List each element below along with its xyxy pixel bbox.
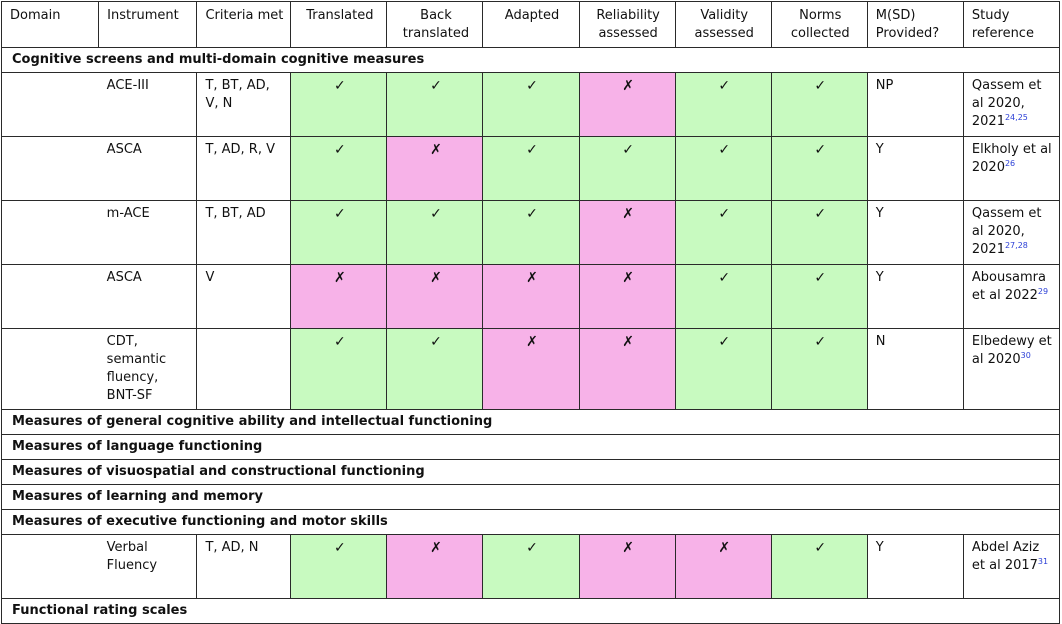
section-row	[2, 485, 1060, 510]
section-title: Measures of visuospatial and constructional functioning	[2, 460, 1060, 485]
check-icon: ✓	[430, 78, 442, 94]
adapted-cell	[483, 137, 579, 201]
criteria-cell: T, BT, AD	[197, 201, 291, 265]
reference-text: Qassem et al 2020, 2021	[971, 206, 1042, 257]
reliability-cell	[579, 329, 675, 410]
cross-icon: ✗	[430, 540, 442, 556]
cross-icon: ✗	[622, 78, 634, 94]
translated-cell	[291, 535, 387, 599]
domain-cell	[2, 535, 99, 599]
section-row	[2, 599, 1060, 624]
msd-cell: Y	[867, 137, 963, 201]
cross-icon: ✗	[718, 540, 731, 556]
check-icon: ✓	[814, 334, 827, 350]
instrument-cell: ACE-III	[99, 73, 197, 137]
reference-cell	[963, 73, 1059, 137]
instrument-cell: Verbal Fluency	[99, 535, 197, 599]
translated-cell	[291, 201, 387, 265]
citation-link[interactable]: 24,25	[1004, 113, 1028, 122]
criteria-cell: T, BT, AD, V, N	[197, 73, 291, 137]
section-title: Measures of executive functioning and motor skills	[2, 510, 1060, 535]
validity-cell	[675, 329, 771, 410]
norms-cell	[771, 535, 867, 599]
reliability-cell	[579, 73, 675, 137]
check-icon: ✓	[814, 270, 827, 286]
criteria-table	[1, 1, 1060, 624]
header-instrument: Instrument	[99, 2, 197, 48]
section-title: Functional rating scales	[2, 599, 1060, 624]
table-body	[2, 48, 1060, 624]
back-translated-cell	[387, 329, 483, 410]
check-icon: ✓	[814, 142, 827, 158]
header-norms: Norms collected	[771, 2, 867, 48]
norms-cell	[771, 73, 867, 137]
table-row	[2, 535, 1060, 599]
check-icon: ✓	[334, 78, 346, 94]
reliability-cell	[579, 535, 675, 599]
header-back-translated: Back translated	[387, 2, 483, 48]
citation-link[interactable]: 31	[1037, 557, 1049, 566]
cross-icon: ✗	[334, 270, 346, 286]
reference-cell	[963, 201, 1059, 265]
adapted-cell	[483, 535, 579, 599]
table-row	[2, 201, 1060, 265]
check-icon: ✓	[334, 540, 346, 556]
instrument-cell: m-ACE	[99, 201, 197, 265]
check-icon: ✓	[622, 142, 634, 158]
reference-cell	[963, 535, 1059, 599]
section-title: Measures of general cognitive ability and intellectual functioning	[2, 410, 1060, 435]
domain-cell	[2, 73, 99, 137]
check-icon: ✓	[814, 540, 827, 556]
section-row	[2, 460, 1060, 485]
adapted-cell	[483, 265, 579, 329]
table-row	[2, 73, 1060, 137]
header-reference: Study reference	[963, 2, 1059, 48]
citation-link[interactable]: 29	[1037, 287, 1049, 296]
cross-icon: ✗	[622, 270, 634, 286]
domain-cell	[2, 329, 99, 410]
check-icon: ✓	[334, 334, 346, 350]
check-icon: ✓	[718, 206, 731, 222]
adapted-cell	[483, 329, 579, 410]
check-icon: ✓	[526, 540, 538, 556]
msd-cell: Y	[867, 265, 963, 329]
check-icon: ✓	[526, 142, 538, 158]
reference-text: Abdel Aziz et al 2017	[971, 540, 1040, 573]
reference-text: Abousamra et al 2022	[971, 270, 1046, 303]
domain-cell	[2, 137, 99, 201]
instrument-cell: CDT, semantic fluency, BNT-SF	[99, 329, 197, 410]
section-title: Measures of learning and memory	[2, 485, 1060, 510]
validity-cell	[675, 201, 771, 265]
norms-cell	[771, 137, 867, 201]
instrument-cell: ASCA	[99, 265, 197, 329]
section-row	[2, 410, 1060, 435]
domain-cell	[2, 201, 99, 265]
citation-link[interactable]: 27,28	[1004, 241, 1028, 250]
criteria-cell: V	[197, 265, 291, 329]
criteria-cell: T, AD, R, V	[197, 137, 291, 201]
check-icon: ✓	[334, 142, 346, 158]
cross-icon: ✗	[526, 270, 538, 286]
reference-cell	[963, 329, 1059, 410]
check-icon: ✓	[718, 334, 731, 350]
adapted-cell	[483, 73, 579, 137]
check-icon: ✓	[430, 334, 442, 350]
section-row	[2, 48, 1060, 73]
cross-icon: ✗	[622, 540, 634, 556]
section-title: Cognitive screens and multi-domain cognitive measures	[2, 48, 1060, 73]
header-validity: Validity assessed	[675, 2, 771, 48]
validity-cell	[675, 535, 771, 599]
msd-cell: Y	[867, 535, 963, 599]
header-msd: M(SD) Provided?	[867, 2, 963, 48]
cross-icon: ✗	[526, 334, 538, 350]
validity-cell	[675, 265, 771, 329]
instrument-cell: ASCA	[99, 137, 197, 201]
check-icon: ✓	[814, 78, 827, 94]
header-row	[2, 2, 1060, 48]
msd-cell: Y	[867, 201, 963, 265]
cross-icon: ✗	[430, 142, 442, 158]
section-row	[2, 435, 1060, 460]
cross-icon: ✗	[622, 206, 634, 222]
reliability-cell	[579, 201, 675, 265]
norms-cell	[771, 329, 867, 410]
reference-cell	[963, 137, 1059, 201]
msd-cell: NP	[867, 73, 963, 137]
reference-cell	[963, 265, 1059, 329]
citation-link[interactable]: 26	[1004, 159, 1016, 168]
header-domain: Domain	[2, 2, 99, 48]
table-row	[2, 137, 1060, 201]
reliability-cell	[579, 265, 675, 329]
validity-cell	[675, 137, 771, 201]
header-translated: Translated	[291, 2, 387, 48]
msd-cell: N	[867, 329, 963, 410]
check-icon: ✓	[430, 206, 442, 222]
section-title: Measures of language functioning	[2, 435, 1060, 460]
domain-cell	[2, 265, 99, 329]
header-adapted: Adapted	[483, 2, 579, 48]
back-translated-cell	[387, 137, 483, 201]
header-reliability: Reliability assessed	[579, 2, 675, 48]
check-icon: ✓	[718, 78, 731, 94]
check-icon: ✓	[718, 142, 731, 158]
check-icon: ✓	[526, 206, 538, 222]
cross-icon: ✗	[430, 270, 442, 286]
translated-cell	[291, 265, 387, 329]
table-row	[2, 265, 1060, 329]
back-translated-cell	[387, 535, 483, 599]
check-icon: ✓	[334, 206, 346, 222]
adapted-cell	[483, 201, 579, 265]
header-criteria: Criteria met	[197, 2, 291, 48]
reference-text: Elbedewy et al 2020	[971, 334, 1052, 367]
validity-cell	[675, 73, 771, 137]
citation-link[interactable]: 30	[1020, 351, 1031, 360]
reference-text: Qassem et al 2020, 2021	[971, 78, 1042, 129]
check-icon: ✓	[814, 206, 827, 222]
section-row	[2, 510, 1060, 535]
check-icon: ✓	[718, 270, 731, 286]
criteria-cell: T, AD, N	[197, 535, 291, 599]
translated-cell	[291, 73, 387, 137]
back-translated-cell	[387, 201, 483, 265]
table-header	[2, 2, 1060, 48]
back-translated-cell	[387, 73, 483, 137]
reliability-cell	[579, 137, 675, 201]
table-row	[2, 329, 1060, 410]
reference-text: Elkholy et al 2020	[971, 142, 1052, 175]
check-icon: ✓	[526, 78, 538, 94]
cross-icon: ✗	[622, 334, 634, 350]
criteria-cell	[197, 329, 291, 410]
norms-cell	[771, 265, 867, 329]
norms-cell	[771, 201, 867, 265]
translated-cell	[291, 329, 387, 410]
back-translated-cell	[387, 265, 483, 329]
translated-cell	[291, 137, 387, 201]
